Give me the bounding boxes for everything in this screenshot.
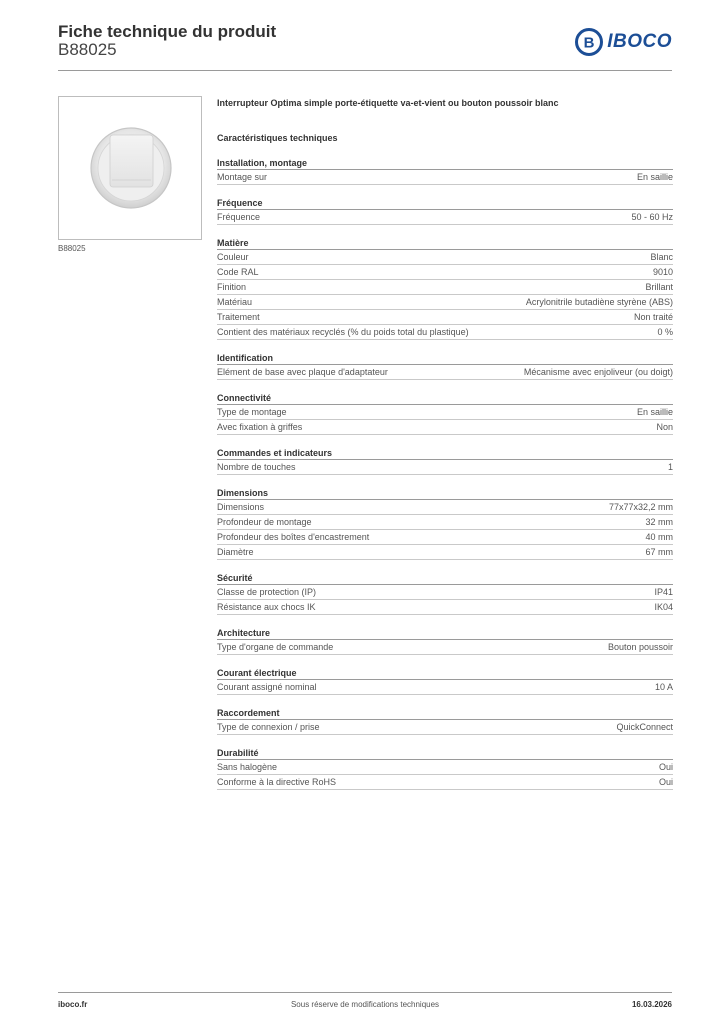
spec-value: Non	[656, 422, 673, 432]
spec-value: Brillant	[645, 282, 673, 292]
spec-value: IK04	[654, 602, 673, 612]
section-title: Fréquence	[217, 197, 673, 210]
spec-row	[217, 500, 673, 515]
spec-row	[217, 295, 673, 310]
spec-label: Type d'organe de commande	[217, 642, 334, 652]
spec-row	[217, 365, 673, 380]
section-title: Durabilité	[217, 747, 673, 760]
section-title: Courant électrique	[217, 667, 673, 680]
spec-row	[217, 545, 673, 560]
spec-value: 10 A	[654, 682, 673, 692]
spec-row	[217, 640, 673, 655]
spec-row	[217, 310, 673, 325]
spec-row	[217, 680, 673, 695]
spec-row	[217, 515, 673, 530]
spec-value: Acrylonitrile butadiène styrène (ABS)	[525, 297, 673, 307]
spec-label: Montage sur	[217, 172, 268, 182]
spec-value: 1	[667, 462, 673, 472]
spec-value: 40 mm	[645, 532, 673, 542]
section-title: Raccordement	[217, 707, 673, 720]
spec-label: Couleur	[217, 252, 249, 262]
spec-label: Profondeur des boîtes d'encastrement	[217, 532, 370, 542]
spec-value: 50 - 60 Hz	[631, 212, 673, 222]
spec-row	[217, 420, 673, 435]
spec-value: Non traité	[633, 312, 673, 322]
image-caption: B88025	[58, 244, 86, 253]
spec-label: Traitement	[217, 312, 260, 322]
spec-content	[217, 96, 673, 790]
footer-date: 16.03.2026	[631, 1000, 672, 1009]
spec-row	[217, 210, 673, 225]
page-header	[58, 20, 672, 71]
spec-value: En saillie	[636, 172, 673, 182]
spec-value: IP41	[654, 587, 673, 597]
product-title: Interrupteur Optima simple porte-étiquette va-et-vient ou bouton poussoir blanc	[217, 98, 559, 108]
spec-row	[217, 325, 673, 340]
spec-value: En saillie	[636, 407, 673, 417]
iboco-logo-icon	[575, 28, 603, 56]
spec-label: Profondeur de montage	[217, 517, 312, 527]
spec-label: Diamètre	[217, 547, 254, 557]
spec-sections	[217, 157, 673, 790]
product-image	[58, 96, 202, 240]
svg-text:B: B	[583, 34, 595, 52]
spec-label: Résistance aux chocs IK	[217, 602, 316, 612]
spec-label: Avec fixation à griffes	[217, 422, 303, 432]
spec-label: Elément de base avec plaque d'adaptateur	[217, 367, 388, 377]
spec-row	[217, 460, 673, 475]
spec-value: Blanc	[650, 252, 673, 262]
section-title: Connectivité	[217, 392, 673, 405]
spec-label: Type de connexion / prise	[217, 722, 320, 732]
spec-label: Dimensions	[217, 502, 265, 512]
spec-label: Classe de protection (IP)	[217, 587, 317, 597]
spec-label: Courant assigné nominal	[217, 682, 317, 692]
section-title: Commandes et indicateurs	[217, 447, 673, 460]
tech-heading: Caractéristiques techniques	[217, 133, 338, 143]
page-title: Fiche technique du produit	[58, 22, 277, 41]
spec-value: Bouton poussoir	[607, 642, 673, 652]
spec-label: Sans halogène	[217, 762, 278, 772]
spec-row	[217, 720, 673, 735]
spec-row	[217, 600, 673, 615]
spec-label: Matériau	[217, 297, 253, 307]
brand-logo	[575, 28, 672, 56]
spec-value: 32 mm	[645, 517, 673, 527]
spec-value: 77x77x32,2 mm	[608, 502, 673, 512]
spec-value: Oui	[658, 762, 673, 772]
page-footer	[58, 992, 672, 1013]
spec-value: 67 mm	[645, 547, 673, 557]
footer-website: iboco.fr	[58, 1000, 88, 1009]
spec-label: Code RAL	[217, 267, 259, 277]
section-title: Dimensions	[217, 487, 673, 500]
product-code: B88025	[58, 40, 117, 59]
spec-value: QuickConnect	[616, 722, 673, 732]
spec-label: Nombre de touches	[217, 462, 296, 472]
spec-value: 9010	[652, 267, 673, 277]
spec-row	[217, 405, 673, 420]
spec-row	[217, 170, 673, 185]
spec-row	[217, 760, 673, 775]
spec-label: Contient des matériaux recyclés (% du poids total du plastique)	[217, 327, 469, 337]
spec-label: Fréquence	[217, 212, 261, 222]
spec-value: Mécanisme avec enjoliveur (ou doigt)	[523, 367, 673, 377]
spec-row	[217, 250, 673, 265]
spec-label: Finition	[217, 282, 247, 292]
spec-value: 0 %	[657, 327, 673, 337]
spec-row	[217, 265, 673, 280]
logo-wordmark: IBOCO	[607, 31, 672, 52]
section-title: Identification	[217, 352, 673, 365]
spec-row	[217, 775, 673, 790]
spec-label: Conforme à la directive RoHS	[217, 777, 337, 787]
switch-product-icon	[59, 97, 201, 239]
spec-row	[217, 585, 673, 600]
section-title: Installation, montage	[217, 157, 673, 170]
footer-notice: Sous réserve de modifications techniques	[290, 1000, 440, 1009]
spec-value: Oui	[658, 777, 673, 787]
spec-label: Type de montage	[217, 407, 287, 417]
spec-row	[217, 530, 673, 545]
section-title: Matière	[217, 237, 673, 250]
spec-row	[217, 280, 673, 295]
section-title: Sécurité	[217, 572, 673, 585]
section-title: Architecture	[217, 627, 673, 640]
